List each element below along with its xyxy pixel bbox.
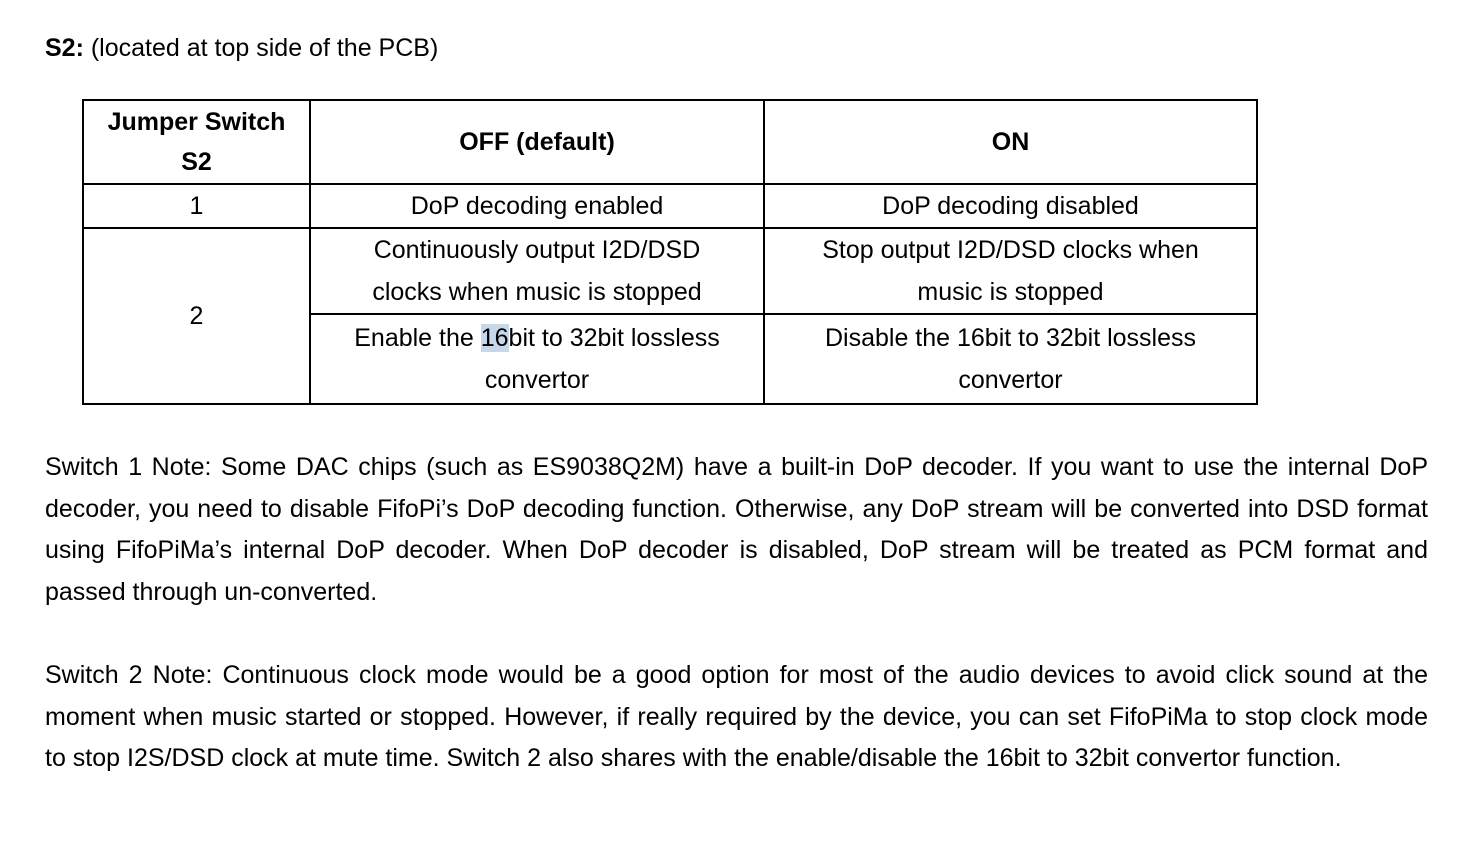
cell-off-line1: Continuously output I2D/DSD <box>373 236 701 264</box>
cell-switch-number: 2 <box>83 228 310 404</box>
table-header-row <box>83 100 1257 184</box>
cell-on-value <box>764 228 1257 314</box>
table-row <box>83 184 1257 228</box>
cell-on-line1: Disable the 16bit to 32bit lossless <box>824 324 1197 352</box>
cell-off-value <box>310 228 764 314</box>
cell-on-line1: Stop output I2D/DSD clocks when <box>822 236 1199 264</box>
section-heading <box>45 30 438 66</box>
cell-off-line1-post: bit to 32bit lossless <box>508 324 720 352</box>
cell-off-value: DoP decoding enabled <box>310 184 764 228</box>
cell-on-value: DoP decoding disabled <box>764 184 1257 228</box>
section-heading-text: (located at top side of the PCB) <box>90 34 439 62</box>
cell-on-line2: convertor <box>958 366 1063 394</box>
header-on: ON <box>764 100 1257 184</box>
cell-on-value <box>764 314 1257 404</box>
cell-switch-number: 1 <box>83 184 310 228</box>
header-jumper-switch-line2: S2 <box>181 148 212 176</box>
table-row <box>83 228 1257 314</box>
cell-off-line2: convertor <box>484 366 590 394</box>
header-jumper-switch <box>83 100 310 184</box>
cell-off-value <box>310 314 764 404</box>
section-heading-label: S2: <box>45 34 84 62</box>
cell-off-line2: clocks when music is stopped <box>372 278 702 306</box>
cell-off-line1-pre: Enable the <box>354 324 481 352</box>
header-off-default: OFF (default) <box>310 100 764 184</box>
cell-on-line2: music is stopped <box>917 278 1104 306</box>
switch-1-note: Switch 1 Note: Some DAC chips (such as ES9038Q2M) have a built-in DoP decoder. If you want to use the internal DoP decoder, you need to disable FifoPi’s DoP decoding function. Otherwise, any DoP stream will be converted into DSD format using FifoPiMa’s internal DoP decoder. When DoP decoder is disabled, DoP stream will be treated as PCM format and passed through un-converted. <box>45 453 1428 607</box>
text-selection-highlight[interactable]: 16 <box>480 324 509 352</box>
switch-2-note: Switch 2 Note: Continuous clock mode would be a good option for most of the audio devices to avoid click sound at the moment when music started or stopped. However, if really required by the device, you can set FifoPiMa to stop clock mode to stop I2S/DSD clock at mute time. Switch 2 also shares with the enable/disable the 16bit to 32bit convertor function. <box>45 661 1428 773</box>
jumper-switch-table <box>82 99 1258 405</box>
header-jumper-switch-line1: Jumper Switch <box>107 108 286 136</box>
